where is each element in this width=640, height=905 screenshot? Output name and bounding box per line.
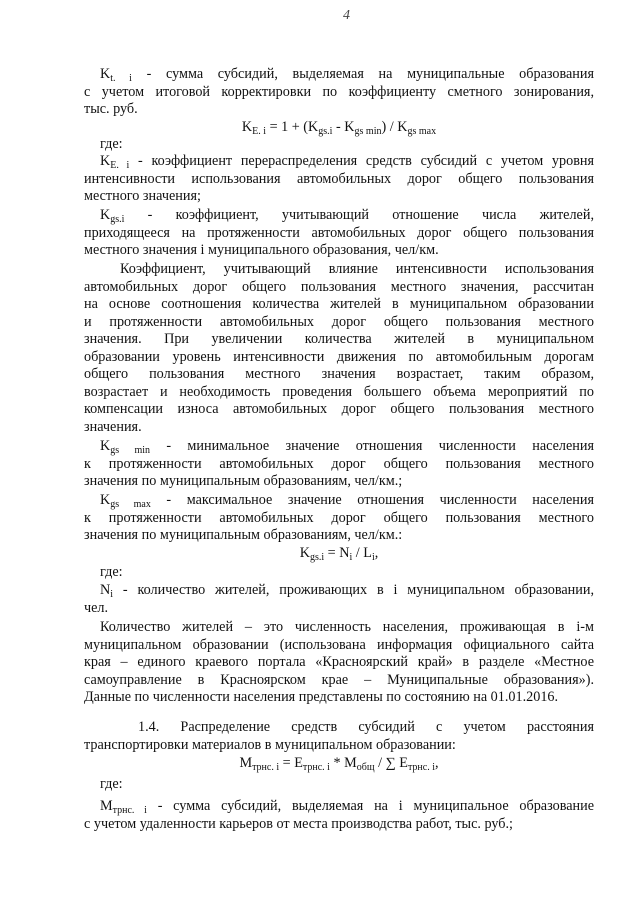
kgsi-definition-line-2: приходящееся на протяженности автомобильных дорог общего пользования (84, 225, 594, 241)
section-1-4-line-1: 1.4. Распределение средств субсидий с учетом расстояния (138, 719, 594, 735)
explanation-line: Коэффициент, учитывающий влияние интенсивности использования (120, 261, 594, 277)
kti-definition-line-2: с учетом итоговой корректировки по коэффициенту сметного зонирования, (84, 84, 594, 100)
mtrns-definition-line-1: $M_{трнс. i}$ - сумма субсидий, выделяемая на i муниципальное образование (100, 798, 595, 816)
ke-definition-line-3: местного значения; (84, 188, 201, 204)
explanation-line: компенсации износа автомобильных дорог общего пользования местного (84, 401, 594, 417)
kgsmax-definition-line-3: значения по муниципальным образованиям, чел/км.: (84, 527, 403, 543)
formula-ke: $K_{E. i} = 1 + (K_{gs.i} - K_{gs min}) / K_{gs max}$ (241, 119, 437, 137)
kti-definition-line-3: тыс. руб. (84, 101, 138, 117)
population-line: самоуправление в Красноярском крае – Муниципальные образования»). (84, 672, 594, 688)
kgsi-definition-line-1: $K_{gs.i}$ - коэффициент, учитывающий отношение числа жителей, (100, 207, 594, 225)
ke-definition-line-2: интенсивности использования автомобильных дорог общего пользования (84, 171, 594, 187)
kgsmax-definition-line-2: к протяженности автомобильных дорог общего пользования местного (84, 510, 594, 526)
section-1-4-line-2: транспортировки материалов в муниципальном образовании: (84, 737, 456, 753)
symbol-k: K (100, 66, 111, 82)
explanation-line: общего пользования местного значения возрастает, таким образом, (84, 366, 594, 382)
kgsmax-definition-line-1: $K_{gs max}$ - максимальное значение отношения численности населения (100, 492, 594, 510)
kti-definition-line-1: $K_{t. i}$ - сумма субсидий, выделяемая на муниципальные образования (100, 66, 594, 84)
ke-definition-line-1: $K_{E. i}$ - коэффициент перераспределения средств субсидий с учетом уровня (100, 153, 595, 171)
where-label: где: (100, 136, 123, 152)
explanation-line: образовании уровень интенсивности движения по автомобильным дорогам (84, 349, 594, 365)
explanation-line: автомобильных дорог общего пользования местного значения, рассчитан (84, 279, 594, 295)
formula-mtrns: $M_{трнс. i} = E_{трнс. i} * M_{общ}$ / ∑ $E_{трнс. i}$, (239, 755, 439, 773)
where-label: где: (100, 776, 123, 792)
symbol-subscript: t. i (110, 73, 132, 84)
population-line: края – единого краевого портала «Красноярский край» в разделе «Местное (84, 654, 594, 670)
kgsmin-definition-line-3: значения по муниципальным образованиям, чел/км.; (84, 473, 403, 489)
kgsmin-definition-line-2: к протяженности автомобильных дорог общего пользования местного (84, 456, 594, 472)
mtrns-definition-line-2: с учетом удаленности карьеров от места производства работ, тыс. руб.; (84, 816, 514, 832)
where-label: где: (100, 564, 123, 580)
explanation-line: и протяженности автомобильных дорог общего пользования местного (84, 314, 594, 330)
explanation-line: на основе соотношения количества жителей в муниципальном образовании (84, 296, 594, 312)
ni-definition-line-2: чел. (84, 600, 109, 616)
population-line: Количество жителей – это численность населения, проживающая в i-м (100, 619, 594, 635)
explanation-line: значения. (84, 419, 142, 435)
population-line: муниципальном образовании (использована информация официального сайта (84, 637, 594, 653)
kgsmin-definition-line-1: $K_{gs min}$ - минимальное значение отношения численности населения (100, 438, 594, 456)
explanation-line: возрастает и необходимость проведения большего объема мероприятий по (84, 384, 594, 400)
kgsi-definition-line-3: местного значения i муниципального образования, чел/км. (84, 242, 439, 258)
ni-definition-line-1: $N_i$ - количество жителей, проживающих в i муниципальном образовании, (100, 582, 594, 600)
explanation-line: значения. При увеличении количества жителей в муниципальном (84, 331, 594, 347)
formula-kgsi: $K_{gs.i} = N_i / L_i$, (299, 545, 379, 563)
population-line: Данные по численности населения представлены по состоянию на 01.01.2016. (84, 689, 559, 705)
page-number: 4 (343, 8, 350, 23)
